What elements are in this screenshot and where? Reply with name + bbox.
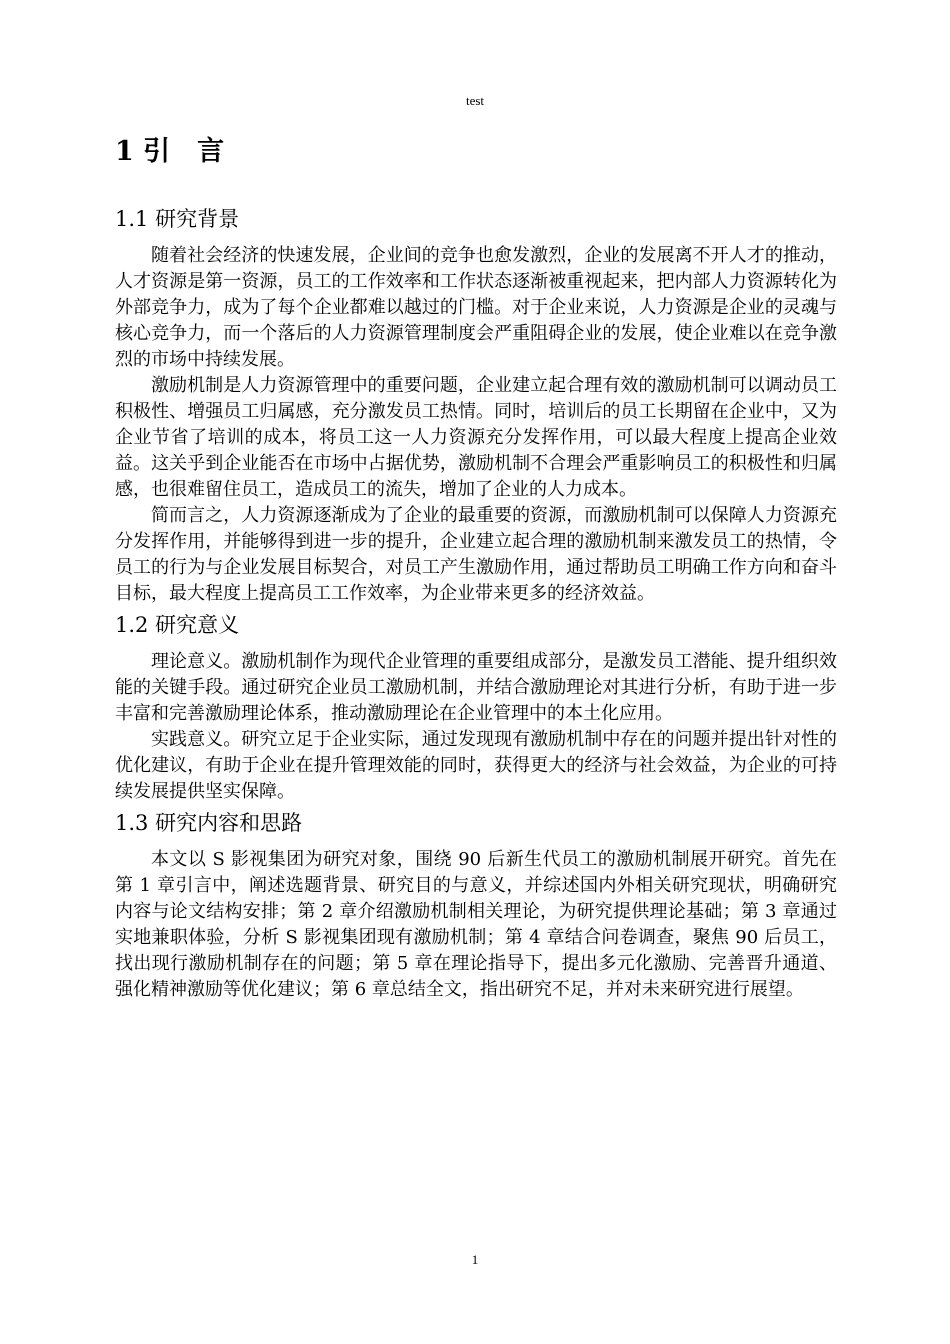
section-research-significance [115, 609, 837, 805]
paragraph: 实践意义。研究立足于企业实际，通过发现现有激励机制中存在的问题并提出针对性的优化建议，有助于企业在提升管理效能的同时，获得更大的经济与社会效益，为企业的可持续发展提供坚实保障。 [115, 729, 837, 802]
paragraph: 激励机制是人力资源管理中的重要问题，企业建立起合理有效的激励机制可以调动员工积极性、增强员工归属感，充分激发员工热情。同时，培训后的员工长期留在企业中，又为企业节省了培训的成本，将员工这一人力资源充分发挥作用，可以最大程度上提高企业效益。这关乎到企业能否在市场中占据优势，激励机制不合理会严重影响员工的积极性和归属感，也很难留住员工，造成员工的流失，增加了企业的人力成本。 [115, 375, 837, 500]
chapter-title: 1 引 言 [115, 136, 225, 167]
paragraph: 随着社会经济的快速发展，企业间的竞争也愈发激烈，企业的发展离不开人才的推动，人才资源是第一资源，员工的工作效率和工作状态逐渐被重视起来，把内部人力资源转化为外部竞争力，成为了每个企业都难以越过的门槛。对于企业来说，人力资源是企业的灵魂与核心竞争力，而一个落后的人力资源管理制度会严重阻碍企业的发展，使企业难以在竞争激烈的市场中持续发展。 [115, 245, 837, 370]
section-title-research-background: 1.1 研究背景 [115, 207, 240, 231]
section-title-research-significance: 1.2 研究意义 [115, 613, 240, 637]
paragraph: 简而言之，人力资源逐渐成为了企业的最重要的资源，而激励机制可以保障人力资源充分发挥作用，并能够得到进一步的提升，企业建立起合理的激励机制来激发员工的热情，令员工的行为与企业发展目标契合，对员工产生激励作用，通过帮助员工明确工作方向和奋斗目标，最大程度上提高员工工作效率，为企业带来更多的经济效益。 [115, 505, 837, 604]
section-research-content [115, 807, 837, 1003]
document-body [115, 132, 837, 1003]
section-research-background [115, 203, 837, 607]
section-title-research-content: 1.3 研究内容和思路 [115, 811, 303, 835]
paragraph: 理论意义。激励机制作为现代企业管理的重要组成部分，是激发员工潜能、提升组织效能的关键手段。通过研究企业员工激励机制，并结合激励理论对其进行分析，有助于进一步丰富和完善激励理论体系，推动激励理论在企业管理中的本土化应用。 [115, 651, 837, 724]
page-header: test [465, 93, 485, 108]
page-number: 1 [471, 1252, 479, 1267]
paragraph: 本文以 S 影视集团为研究对象，围绕 90 后新生代员工的激励机制展开研究。首先在第 1 章引言中，阐述选题背景、研究目的与意义，并综述国内外相关研究现状，明确研究内容与论文结构安排；第 2 章介绍激励机制相关理论，为研究提供理论基础；第 3 章通过实地兼职体验，分析 S 影视集团现有激励机制；第 4 章结合问卷调查，聚焦 90 后员工，找出现行激励机制存在的问题；第 5 章在理论指导下，提出多元化激励、完善晋升通道、强化精神激励等优化建议；第 6 章总结全文，指出研究不足，并对未来研究进行展望。 [115, 849, 837, 1000]
